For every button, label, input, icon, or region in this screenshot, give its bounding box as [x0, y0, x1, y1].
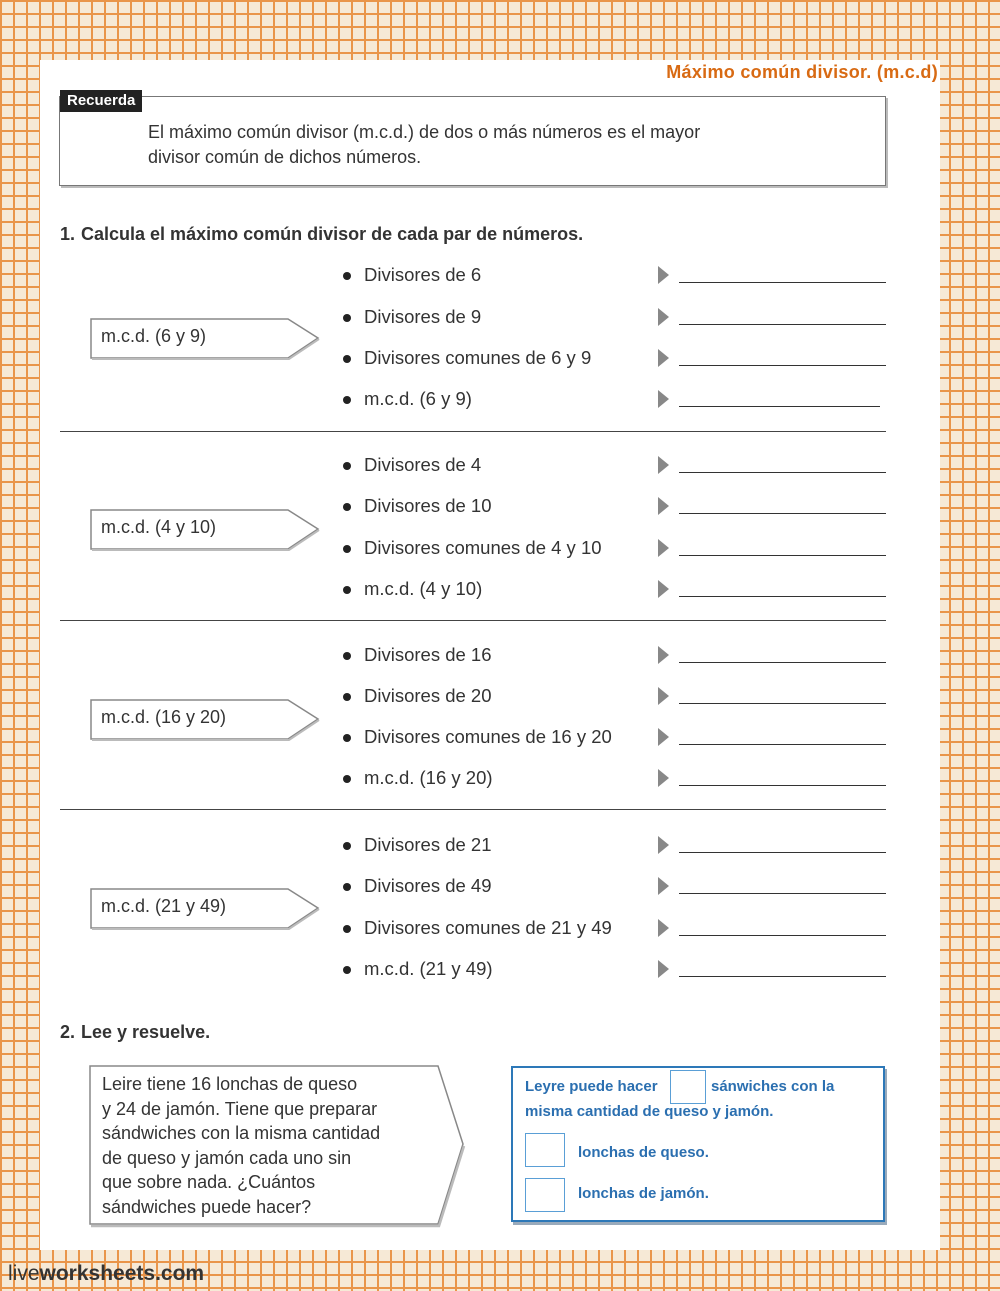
recuerda-tab: Recuerda: [60, 90, 142, 112]
row-mcd: [340, 574, 886, 604]
bullet-icon: [343, 842, 351, 850]
mcd-label-box-2: [88, 507, 288, 549]
triangle-arrow-icon: [658, 390, 669, 408]
row-label: Divisores de 4: [364, 454, 482, 475]
row-label: m.c.d. (6 y 9): [364, 388, 472, 409]
bullet-icon: [343, 462, 351, 470]
row-label: Divisores de 16: [364, 644, 492, 665]
row-label: m.c.d. (4 y 10): [364, 578, 483, 599]
mcd-label-3: m.c.d. (16 y 20): [101, 707, 227, 727]
row-label: Divisores de 6: [364, 264, 482, 285]
triangle-arrow-icon: [658, 728, 669, 746]
watermark-post: .com: [155, 1262, 205, 1285]
answer-box: [511, 1066, 885, 1222]
mcd-label-2: m.c.d. (4 y 10): [101, 517, 217, 537]
answer-line[interactable]: [679, 555, 886, 556]
block-divider: [60, 620, 886, 621]
row-divisores-b: [340, 302, 886, 332]
answer-line[interactable]: [679, 852, 886, 853]
mcd-label-1: m.c.d. (6 y 9): [101, 326, 207, 346]
row-mcd: [340, 384, 886, 414]
answer-line[interactable]: [679, 785, 886, 786]
triangle-arrow-icon: [658, 877, 669, 895]
queso-count-input[interactable]: [525, 1133, 565, 1167]
triangle-arrow-icon: [658, 960, 669, 978]
problem-line: que sobre nada. ¿Cuántos: [102, 1172, 316, 1193]
triangle-arrow-icon: [658, 769, 669, 787]
jamon-count-input[interactable]: [525, 1178, 565, 1212]
row-mcd: [340, 954, 886, 984]
mcd-block-4: [60, 830, 886, 1020]
row-mcd: [340, 763, 886, 793]
triangle-arrow-icon: [658, 456, 669, 474]
jamon-label: lonchas de jamón.: [578, 1185, 709, 1202]
problem-line: Leire tiene 16 lonchas de queso: [102, 1074, 358, 1094]
answer-line[interactable]: [679, 472, 886, 473]
exercise-2-heading: [60, 1022, 210, 1043]
triangle-arrow-icon: [658, 349, 669, 367]
row-label: Divisores de 49: [364, 875, 492, 896]
queso-label: lonchas de queso.: [578, 1144, 709, 1161]
row-label: Divisores comunes de 6 y 9: [364, 347, 592, 368]
row-divisores-b: [340, 681, 886, 711]
row-label: m.c.d. (21 y 49): [364, 958, 493, 979]
bullet-icon: [343, 314, 351, 322]
mcd-block-3: [60, 640, 886, 830]
mcd-label-4: m.c.d. (21 y 49): [101, 896, 227, 916]
row-divisores-comunes: [340, 913, 886, 943]
answer-text-part2: sánwiches con la: [711, 1078, 835, 1095]
bullet-icon: [343, 272, 351, 280]
triangle-arrow-icon: [658, 836, 669, 854]
exercise-1-number: 1.: [60, 224, 76, 244]
row-divisores-comunes: [340, 722, 886, 752]
mcd-block-2: [60, 450, 886, 640]
bullet-icon: [343, 734, 351, 742]
bullet-icon: [343, 355, 351, 363]
row-divisores-comunes: [340, 533, 886, 563]
answer-line[interactable]: [679, 365, 886, 366]
answer-line[interactable]: [679, 282, 886, 283]
problem-text: [102, 1072, 442, 1220]
recuerda-text: [148, 120, 848, 170]
answer-line[interactable]: [679, 935, 886, 936]
answer-line[interactable]: [679, 976, 886, 977]
row-label: m.c.d. (16 y 20): [364, 767, 493, 788]
answer-line[interactable]: [679, 596, 886, 597]
mcd-block-1: [60, 260, 886, 450]
row-label: Divisores de 10: [364, 495, 492, 516]
triangle-arrow-icon: [658, 580, 669, 598]
bullet-icon: [343, 966, 351, 974]
exercise-1-heading: [60, 224, 583, 245]
bullet-icon: [343, 693, 351, 701]
problem-line: sándwiches con la misma cantidad: [102, 1123, 381, 1144]
triangle-arrow-icon: [658, 919, 669, 937]
row-label: Divisores de 20: [364, 685, 492, 706]
row-divisores-a: [340, 830, 886, 860]
row-label: Divisores comunes de 16 y 20: [364, 726, 612, 747]
row-divisores-b: [340, 871, 886, 901]
answer-line[interactable]: [679, 513, 886, 514]
page-title: Máximo común divisor. (m.c.d): [666, 62, 938, 82]
row-label: Divisores comunes de 21 y 49: [364, 917, 612, 938]
exercise-2-instruction: Lee y resuelve.: [81, 1022, 211, 1042]
triangle-arrow-icon: [658, 308, 669, 326]
bullet-icon: [343, 396, 351, 404]
problem-line: sándwiches puede hacer?: [102, 1196, 312, 1217]
bullet-icon: [343, 925, 351, 933]
watermark-logo: [8, 1262, 204, 1286]
bullet-icon: [343, 883, 351, 891]
bullet-icon: [343, 652, 351, 660]
sandwich-count-input[interactable]: [670, 1070, 706, 1104]
bullet-icon: [343, 586, 351, 594]
answer-text-part1: Leyre puede hacer: [525, 1078, 658, 1095]
bullet-icon: [343, 503, 351, 511]
answer-line[interactable]: [679, 406, 880, 407]
watermark-bold: worksheets: [39, 1262, 156, 1285]
bullet-icon: [343, 545, 351, 553]
problem-line: y 24 de jamón. Tiene que preparar: [102, 1098, 378, 1119]
mcd-label-box-4: [88, 886, 288, 928]
bullet-icon: [343, 775, 351, 783]
row-divisores-a: [340, 450, 886, 480]
triangle-arrow-icon: [658, 687, 669, 705]
triangle-arrow-icon: [658, 497, 669, 515]
exercise-2-number: 2.: [60, 1022, 76, 1042]
mcd-label-box-3: [88, 697, 288, 739]
mcd-label-box-1: [88, 316, 288, 358]
row-label: Divisores de 21: [364, 834, 492, 855]
answer-line[interactable]: [679, 744, 886, 745]
row-label: Divisores comunes de 4 y 10: [364, 537, 602, 558]
problem-box: [88, 1064, 464, 1228]
triangle-arrow-icon: [658, 646, 669, 664]
recuerda-line-1: El máximo común divisor (m.c.d.) de dos o más números es el mayor: [148, 122, 701, 142]
block-divider: [60, 431, 886, 432]
triangle-arrow-icon: [658, 266, 669, 284]
problem-line: de queso y jamón cada uno sin: [102, 1147, 352, 1168]
triangle-arrow-icon: [658, 539, 669, 557]
block-divider: [60, 809, 886, 810]
answer-line[interactable]: [679, 703, 886, 704]
row-divisores-b: [340, 491, 886, 521]
exercise-1-instruction: Calcula el máximo común divisor de cada par de números.: [81, 224, 584, 244]
answer-line[interactable]: [679, 893, 886, 894]
row-divisores-a: [340, 260, 886, 290]
watermark-pre: live: [8, 1262, 40, 1285]
answer-line[interactable]: [679, 662, 886, 663]
row-divisores-comunes: [340, 343, 886, 373]
answer-line[interactable]: [679, 324, 886, 325]
row-label: Divisores de 9: [364, 306, 482, 327]
recuerda-line-2: divisor común de dichos números.: [148, 147, 422, 167]
answer-text-part3: misma cantidad de queso y jamón.: [525, 1103, 774, 1120]
row-divisores-a: [340, 640, 886, 670]
